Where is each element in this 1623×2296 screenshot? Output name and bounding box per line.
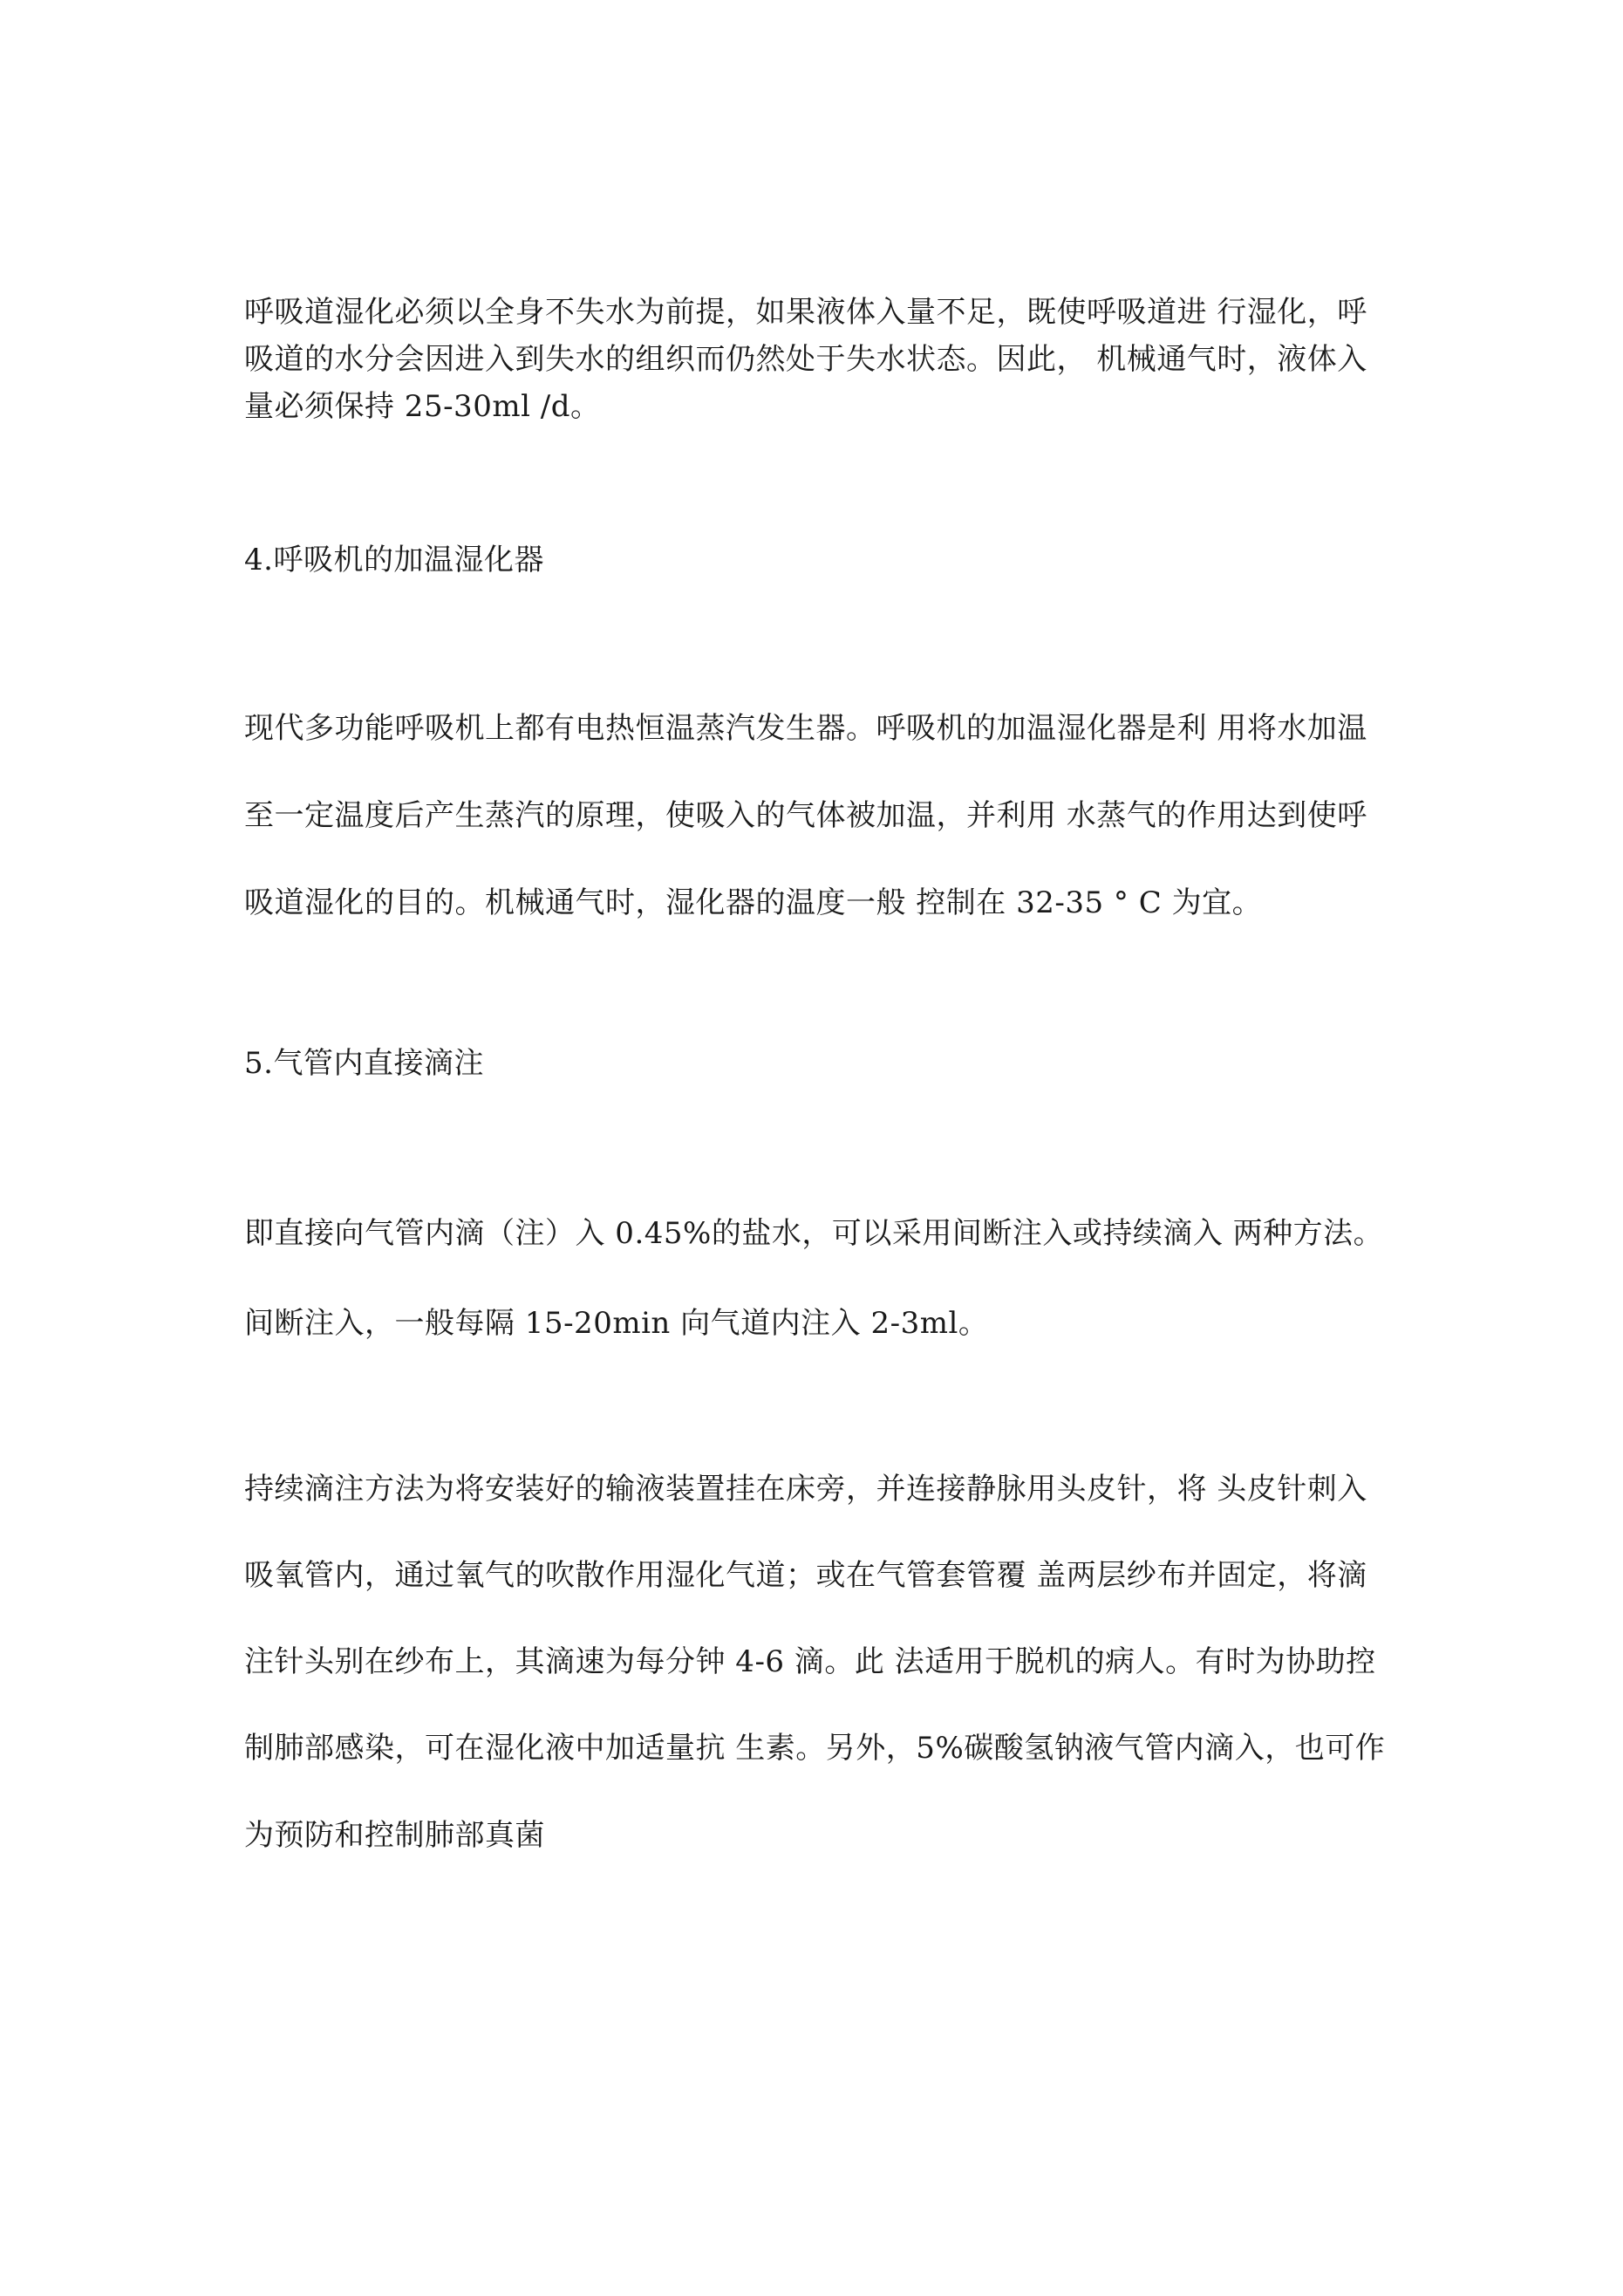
section-heading-4: 4.呼吸机的加温湿化器: [244, 543, 544, 577]
paragraph-line: 现代多功能呼吸机上都有电热恒温蒸汽发生器。呼吸机的加温湿化器是利 用将水加温: [244, 711, 1367, 746]
paragraph-line: 吸道湿化的目的。机械通气时，湿化器的温度一般 控制在 32-35 ° C 为宜。: [244, 885, 1263, 920]
paragraph-line: 吸氧管内，通过氧气的吹散作用湿化气道；或在气管套管覆 盖两层纱布并固定，将滴: [244, 1558, 1367, 1593]
paragraph-line: 呼吸道湿化必须以全身不失水为前提，如果液体入量不足，既使呼吸道进 行湿化，呼: [244, 295, 1367, 330]
paragraph-line: 为预防和控制肺部真菌: [244, 1818, 545, 1853]
paragraph-line: 注针头别在纱布上，其滴速为每分钟 4-6 滴。此 法适用于脱机的病人。有时为协助控: [244, 1644, 1376, 1679]
paragraph-line: 即直接向气管内滴（注）入 0.45%的盐水，可以采用间断注入或持续滴入 两种方法。: [244, 1216, 1384, 1251]
section-heading-5: 5.气管内直接滴注: [244, 1046, 484, 1081]
paragraph-line: 持续滴注方法为将安装好的输液装置挂在床旁，并连接静脉用头皮针，将 头皮针刺入: [244, 1472, 1367, 1507]
paragraph-line: 至一定温度后产生蒸汽的原理，使吸入的气体被加温，并利用 水蒸气的作用达到使呼: [244, 798, 1367, 833]
paragraph-line: 间断注入，一般每隔 15-20min 向气道内注入 2-3ml。: [244, 1306, 989, 1341]
paragraph-line: 量必须保持 25-30ml /d。: [244, 389, 601, 424]
paragraph-line: 制肺部感染，可在湿化液中加适量抗 生素。另外，5%碳酸氢钠液气管内滴入，也可作: [244, 1731, 1386, 1766]
paragraph-line: 吸道的水分会因进入到失水的组织而仍然处于失水状态。因此， 机械通气时，液体入: [244, 342, 1367, 377]
